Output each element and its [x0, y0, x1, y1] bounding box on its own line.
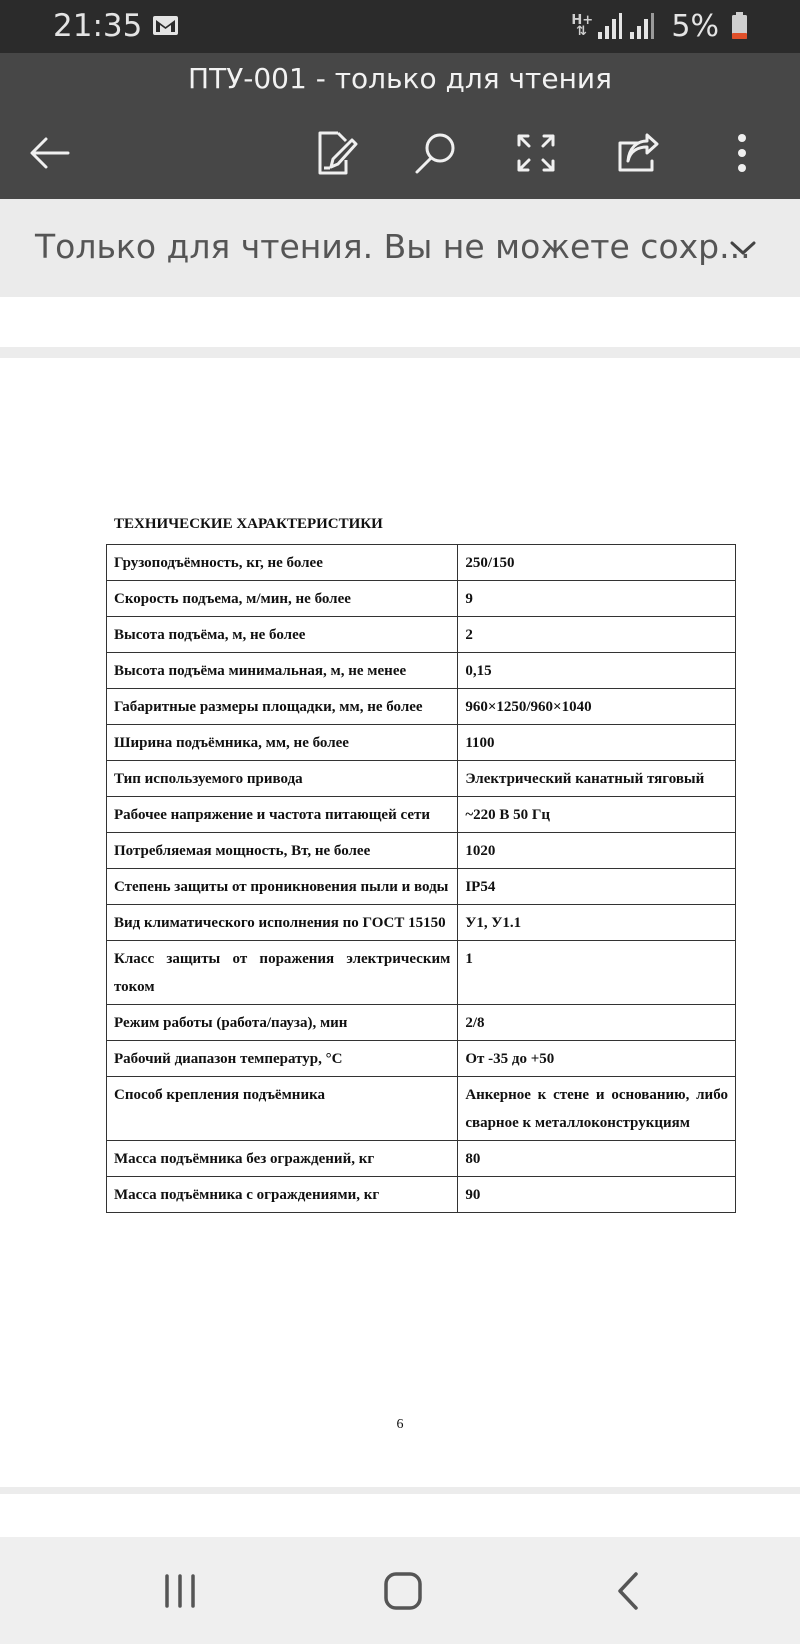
battery-icon	[731, 12, 748, 40]
table-row	[107, 689, 736, 725]
app-bar	[0, 53, 800, 199]
previous-page	[0, 297, 800, 347]
fullscreen-button[interactable]	[508, 125, 564, 181]
param-cell: Вид климатического исполнения по ГОСТ 15150	[107, 905, 458, 941]
value-cell: 960×1250/960×1040	[458, 689, 736, 725]
fullscreen-icon	[516, 133, 556, 173]
table-row	[107, 581, 736, 617]
table-row	[107, 905, 736, 941]
param-cell: Ширина подъёмника, мм, не более	[107, 725, 458, 761]
data-arrows-icon: ⇅	[575, 24, 587, 39]
param-cell: Высота подъёма минимальная, м, не менее	[107, 653, 458, 689]
param-cell: Масса подъёмника без ограждений, кг	[107, 1141, 458, 1177]
signal-icon	[629, 12, 655, 40]
expand-banner-button[interactable]	[726, 231, 760, 265]
table-heading: ТЕХНИЧЕСКИЕ ХАРАКТЕРИСТИКИ	[114, 516, 383, 532]
value-cell: Электрический канатный тяговый	[458, 761, 736, 797]
share-button[interactable]	[610, 125, 666, 181]
param-cell: Режим работы (работа/пауза), мин	[107, 1005, 458, 1041]
table-row	[107, 617, 736, 653]
param-cell: Масса подъёмника с ограждениями, кг	[107, 1177, 458, 1213]
chevron-down-icon	[729, 239, 757, 257]
table-row	[107, 1077, 736, 1141]
back-icon	[616, 1571, 640, 1611]
battery-percent: 5%	[671, 8, 719, 44]
param-cell: Класс защиты от поражения электрическим током	[107, 941, 458, 1005]
share-icon	[616, 133, 660, 173]
document-viewer[interactable]	[0, 297, 800, 1537]
value-cell: 80	[458, 1141, 736, 1177]
table-row	[107, 869, 736, 905]
param-cell: Грузоподъёмность, кг, не более	[107, 545, 458, 581]
network-type: H+ ⇅	[571, 13, 594, 39]
param-cell: Габаритные размеры площадки, мм, не более	[107, 689, 458, 725]
recent-apps-button[interactable]	[150, 1563, 210, 1619]
document-title: ПТУ-001 - только для чтения	[188, 62, 612, 95]
param-cell: Высота подъёма, м, не более	[107, 617, 458, 653]
table-row	[107, 1041, 736, 1077]
value-cell: У1, У1.1	[458, 905, 736, 941]
banner-text: Только для чтения. Вы не можете сохр...	[35, 227, 751, 266]
status-time: 21:35	[53, 8, 143, 44]
value-cell: 1100	[458, 725, 736, 761]
signal-icon	[597, 12, 623, 40]
param-cell: Рабочее напряжение и частота питающей сети	[107, 797, 458, 833]
home-icon	[383, 1571, 423, 1611]
gmail-icon	[152, 15, 179, 36]
home-button[interactable]	[373, 1563, 433, 1619]
status-indicators	[571, 8, 748, 44]
status-bar	[0, 0, 800, 53]
table-row	[107, 653, 736, 689]
value-cell: От -35 до +50	[458, 1041, 736, 1077]
table-row	[107, 1005, 736, 1041]
value-cell: 90	[458, 1177, 736, 1213]
value-cell: 2	[458, 617, 736, 653]
edit-button[interactable]	[308, 125, 364, 181]
table-row	[107, 833, 736, 869]
specs-table	[106, 544, 736, 1213]
param-cell: Потребляемая мощность, Вт, не более	[107, 833, 458, 869]
edit-document-icon	[314, 130, 358, 176]
next-page	[0, 1494, 800, 1537]
param-cell: Скорость подъема, м/мин, не более	[107, 581, 458, 617]
value-cell: ~220 В 50 Гц	[458, 797, 736, 833]
table-row	[107, 1177, 736, 1213]
param-cell: Тип используемого привода	[107, 761, 458, 797]
recent-apps-icon	[163, 1574, 197, 1608]
table-row	[107, 725, 736, 761]
search-button[interactable]	[407, 125, 463, 181]
value-cell: 1020	[458, 833, 736, 869]
value-cell: 1	[458, 941, 736, 1005]
param-cell: Рабочий диапазон температур, °С	[107, 1041, 458, 1077]
param-cell: Способ крепления подъёмника	[107, 1077, 458, 1141]
table-row	[107, 941, 736, 1005]
value-cell: Анкерное к стене и основанию, либо сварное к металлоконструкциям	[458, 1077, 736, 1141]
table-row	[107, 797, 736, 833]
more-vert-icon	[736, 133, 748, 173]
system-back-button[interactable]	[598, 1563, 658, 1619]
more-options-button[interactable]	[714, 125, 770, 181]
page-number: 6	[396, 1417, 404, 1432]
value-cell: 9	[458, 581, 736, 617]
value-cell: 2/8	[458, 1005, 736, 1041]
param-cell: Степень защиты от проникновения пыли и воды	[107, 869, 458, 905]
value-cell: 250/150	[458, 545, 736, 581]
search-icon	[413, 131, 457, 175]
navigation-bar	[0, 1537, 800, 1644]
table-row	[107, 761, 736, 797]
arrow-left-icon	[28, 135, 72, 171]
read-only-banner[interactable]	[0, 199, 800, 297]
table-row	[107, 1141, 736, 1177]
value-cell: IP54	[458, 869, 736, 905]
value-cell: 0,15	[458, 653, 736, 689]
table-row	[107, 545, 736, 581]
back-button[interactable]	[22, 125, 78, 181]
document-page	[0, 358, 800, 1487]
